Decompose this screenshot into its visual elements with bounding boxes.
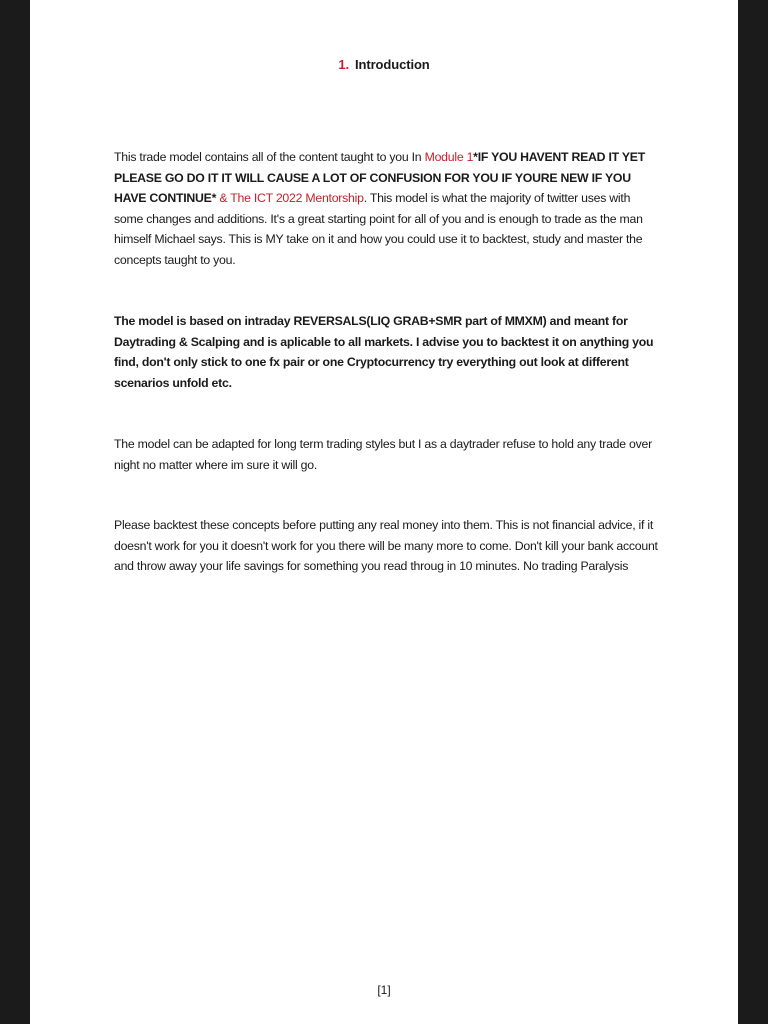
warning-text: *IF YOU HAVENT READ IT YET PLEASE GO DO IT IT WILL CAUSE A LOT OF CONFUSION FOR YOU IF YOURE NEW IF YOU HAVE CONTINUE* (114, 150, 646, 205)
section-heading (30, 57, 738, 72)
right-frame-bar (738, 0, 768, 1024)
paragraph-intro (114, 147, 662, 270)
module-1-link: Module 1 (424, 150, 474, 164)
section-number: 1. (338, 57, 350, 72)
intro-text-a: This trade model contains all of the content taught to you In (114, 150, 425, 164)
paragraph-trading-styles: The model can be adapted for long term trading styles but I as a daytrader refuse to hold any trade over night no matter where im sure it will go. (114, 437, 652, 472)
left-frame-bar (0, 0, 30, 1024)
paragraph-disclaimer: Please backtest these concepts before putting any real money into them. This is not financial advice, if it doesn't work for you it doesn't work for you there will be many more to come. Don't kill your bank account and throw away your life savings for something you read throug in 10 minutes. No trading Paralysis (114, 518, 658, 573)
section-title: Introduction (355, 57, 430, 72)
intro-text-b: . This model is what the majority of twitter uses with some changes and additions. It's a great starting point for all of you and is enough to trade as the man himself Michael says. This is MY take on it and how you could use it to backtest, study and master the concepts taught to you. (114, 191, 643, 267)
document-page (30, 0, 738, 1024)
page-number: [1] (377, 983, 391, 997)
paragraph-model-basis: The model is based on intraday REVERSALS(LIQ GRAB+SMR part of MMXM) and meant for Daytrading & Scalping and is aplicable to all markets. I advise you to backtest it on anything you find, don't only stick to one fx pair or one Cryptocurrency try everything out look at different scenarios unfold etc. (114, 314, 654, 390)
ict-mentorship-link: & The ICT 2022 Mentorship (216, 191, 364, 205)
